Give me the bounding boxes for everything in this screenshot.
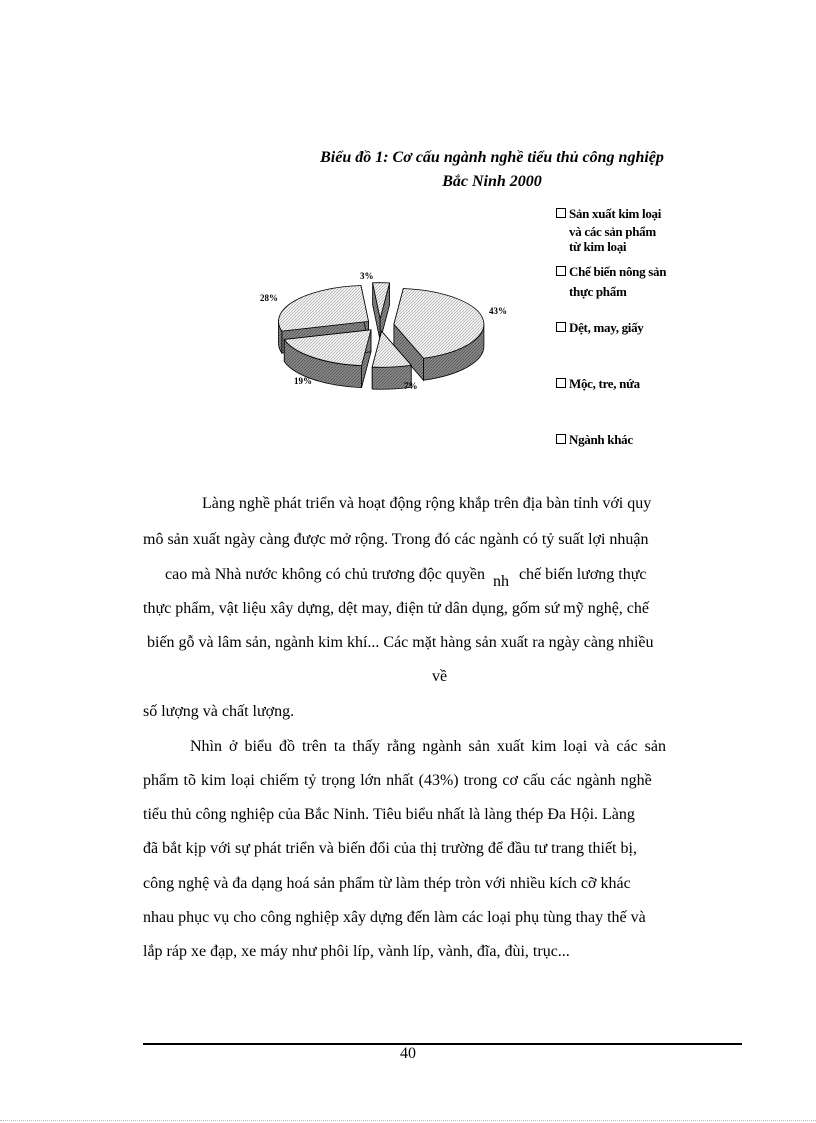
- legend-box: [556, 434, 566, 444]
- legend-box: [556, 378, 566, 388]
- page-number: 40: [400, 1045, 416, 1062]
- data-label-43: 43%: [489, 306, 507, 316]
- data-label-28: 28%: [260, 293, 278, 303]
- para2-line7: lắp ráp xe đạp, xe máy như phôi líp, vành líp, vành, đĩa, đùi, trục...: [143, 943, 570, 960]
- chart-title-line2: Bắc Ninh 2000: [442, 173, 542, 190]
- legend-item-other: Ngành khác: [556, 431, 633, 449]
- para1-line5: biến gỗ và lâm sản, ngành kim khí... Các mặt hàng sản xuất ra ngày càng nhiều: [147, 634, 654, 651]
- para2-line4: đã bắt kịp với sự phát triển và biến đổi của thị trường để đầu tư trang thiết bị,: [143, 840, 637, 857]
- para2-line5: công nghệ và đa dạng hoá sản phẩm từ làm thép tròn với nhiều kích cỡ khác: [143, 875, 631, 892]
- data-label-7: 7%: [404, 381, 418, 391]
- para2-line6: nhau phục vụ cho công nghiệp xây dựng đến làm các loại phụ tùng thay thế và: [143, 909, 646, 926]
- data-label-3: 3%: [360, 271, 374, 281]
- para1-line4: thực phẩm, vật liệu xây dựng, dệt may, điện tử dân dụng, gốm sứ mỹ nghệ, chế: [143, 600, 649, 617]
- legend-box: [556, 266, 566, 276]
- chart-title-line1: Biểu đồ 1: Cơ cấu ngành nghề tiểu thủ công nghiệp: [320, 149, 664, 166]
- para1-line1: Làng nghề phát triển và hoạt động rộng khắp trên địa bàn tỉnh với quy: [202, 495, 652, 512]
- para2-line1: Nhìn ở biểu đồ trên ta thấy rằng ngành sản xuất kim loại và các sản: [190, 738, 666, 755]
- legend-item-textile: Dệt, may, giấy: [556, 319, 644, 337]
- legend-item-wood: Mộc, tre, nứa: [556, 375, 640, 393]
- legend-item-metal: Sản xuất kim loại: [556, 205, 661, 223]
- para2-line3: tiểu thủ công nghiệp của Bắc Ninh. Tiêu biểu nhất là làng thép Đa Hội. Làng: [143, 806, 635, 823]
- page-edge: [0, 1120, 816, 1121]
- legend-box: [556, 322, 566, 332]
- para1-line7: số lượng và chất lượng.: [143, 703, 295, 720]
- para1-line2: mô sản xuất ngày càng được mở rộng. Trong đó các ngành có tỷ suất lợi nhuận: [143, 531, 649, 548]
- para1-line3: cao mà Nhà nước không có chủ trương độc quyền nh chế biến lương thực: [165, 566, 647, 590]
- para1-line6: về: [432, 668, 448, 685]
- chart-legend: Sản xuất kim loại và các sản phẩm từ kim loại: [556, 205, 661, 253]
- legend-box: [556, 208, 566, 218]
- pie-chart: [0, 0, 816, 470]
- data-label-19: 19%: [294, 376, 312, 386]
- para2-line2: phẩm tõ kim loại chiếm tỷ trọng lớn nhất (43%) trong cơ cấu các ngành nghề: [143, 772, 652, 789]
- legend-item-food: Chế biến nông sản thực phẩm: [556, 263, 666, 301]
